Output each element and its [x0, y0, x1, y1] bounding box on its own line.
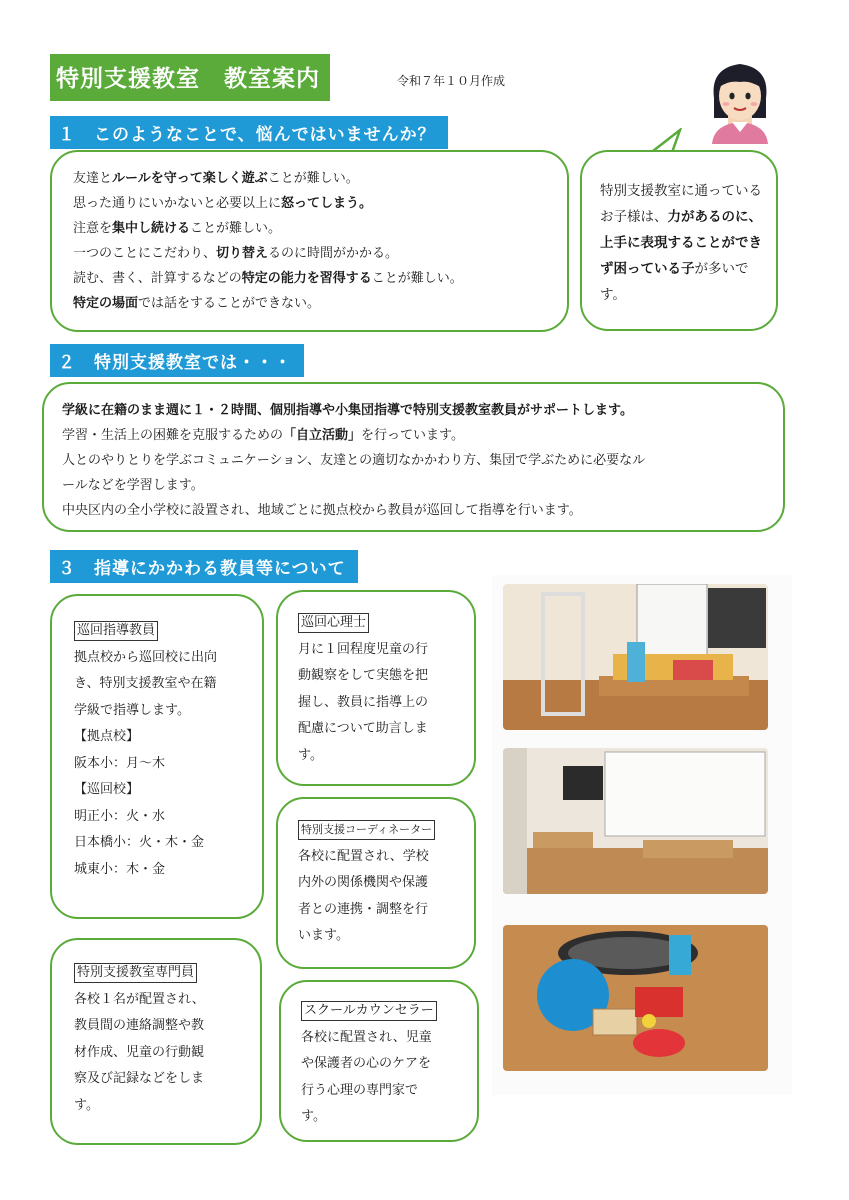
worry-line-6: 特定の場面では話をすることができない。: [73, 296, 321, 311]
classroom-line-4: ールなどを学習します。: [62, 478, 204, 493]
speech-bubble: [580, 150, 778, 331]
classroom-photo-3: [503, 925, 768, 1071]
section3-heading: ３ 指導にかかわる教員等について: [50, 550, 358, 583]
psychologist-line: 配慮について助言しま: [298, 721, 428, 736]
psychologist-line: す。: [298, 747, 323, 763]
itinerant-teacher-line: 学級で指導します。: [74, 702, 190, 718]
counselor-line: す。: [301, 1109, 326, 1124]
itinerant-teacher-line: 日本橋小：火・木・金: [74, 835, 205, 850]
classroom-line-5: 中央区内の全小学校に設置され、地域ごとに拠点校から教員が巡回して指導を行います。: [62, 503, 582, 518]
creation-date: 令和７年１０月作成: [397, 74, 506, 88]
worries-box: [50, 150, 569, 332]
section2-heading: ２ 特別支援教室では・・・: [50, 344, 304, 377]
classroom-photo-1: [503, 584, 768, 730]
page-title: 特別支援教室 教室案内: [50, 54, 330, 101]
specialist-box: [50, 938, 262, 1145]
bubble-text: 特別支援教室に通っているお子様は、力があるのに、上手に表現することができず困っている子が多いです。: [600, 183, 762, 303]
section1-heading: １ このようなことで、悩んではいませんか？: [50, 116, 448, 149]
classroom-line-1: 学級に在籍のまま週に１・２時間、個別指導や小集団指導で特別支援教室教員がサポートします。: [62, 403, 633, 418]
worry-line-2: 思った通りにいかないと必要以上に怒ってしまう。: [73, 196, 373, 211]
psychologist-tag: 巡回心理士: [298, 613, 369, 633]
itinerant-teacher-box: [50, 594, 264, 919]
specialist-line: 各校１名が配置され、: [74, 991, 205, 1007]
worry-line-3: 注意を集中し続けることが難しい。: [73, 221, 282, 236]
itinerant-teacher-line: 阪本小：月～木: [74, 755, 166, 771]
itinerant-teacher-line: 拠点校から巡回校に出向: [74, 649, 218, 665]
specialist-tag: 特別支援教室専門員: [74, 963, 197, 983]
psychologist-box: [276, 590, 476, 786]
worry-line-4: 一つのことにこだわり、切り替えるのに時間がかかる。: [73, 246, 399, 261]
counselor-line: 各校に配置され、児童: [301, 1029, 432, 1045]
counselor-line: 行う心理の専門家で: [301, 1082, 419, 1098]
itinerant-teacher-tag: 巡回指導教員: [74, 621, 158, 641]
classroom-line-3: 人とのやりとりを学ぶコミュニケーション、友達との適切なかかわり方、集団で学ぶために必要なル: [62, 453, 646, 468]
counselor-line: や保護者の心のケアを: [301, 1056, 432, 1071]
counselor-tag: スクールカウンセラー: [301, 1001, 437, 1021]
itinerant-teacher-line: 【拠点校】: [74, 729, 140, 744]
coordinator-line: 者との連携・調整を行: [298, 901, 429, 917]
itinerant-teacher-line: き、特別支援教室や在籍: [74, 676, 217, 691]
itinerant-teacher-line: 【巡回校】: [74, 782, 140, 797]
coordinator-line: 内外の関係機関や保護: [298, 875, 429, 890]
itinerant-teacher-line: 明正小：火・水: [74, 808, 166, 824]
itinerant-teacher-line: 城東小：木・金: [74, 861, 166, 877]
classroom-photo-2: [503, 748, 768, 894]
coordinator-box: [276, 797, 476, 969]
specialist-line: 察及び記録などをしま: [74, 1071, 205, 1086]
specialist-line: 教員間の連絡調整や教: [74, 1018, 205, 1033]
specialist-line: す。: [74, 1097, 99, 1113]
psychologist-line: 握し、教員に指導上の: [298, 694, 429, 710]
coordinator-tag: 特別支援コーディネーター: [298, 820, 435, 840]
worry-line-5: 読む、書く、計算するなどの特定の能力を習得することが難しい。: [73, 271, 463, 286]
worry-line-1: 友達とルールを守って楽しく遊ぶことが難しい。: [73, 171, 359, 186]
specialist-line: 材作成、児童の行動観: [74, 1044, 205, 1060]
coordinator-line: います。: [298, 928, 349, 943]
counselor-box: [279, 980, 479, 1142]
coordinator-line: 各校に配置され、学校: [298, 848, 429, 864]
psychologist-line: 月に１回程度児童の行: [298, 641, 429, 657]
classroom-box: [42, 382, 785, 532]
classroom-line-2: 学習・生活上の困難を克服するための「自立活動」を行っています。: [62, 428, 464, 443]
psychologist-line: 動観察をして実態を把: [298, 668, 429, 683]
teacher-illustration: [706, 58, 774, 144]
